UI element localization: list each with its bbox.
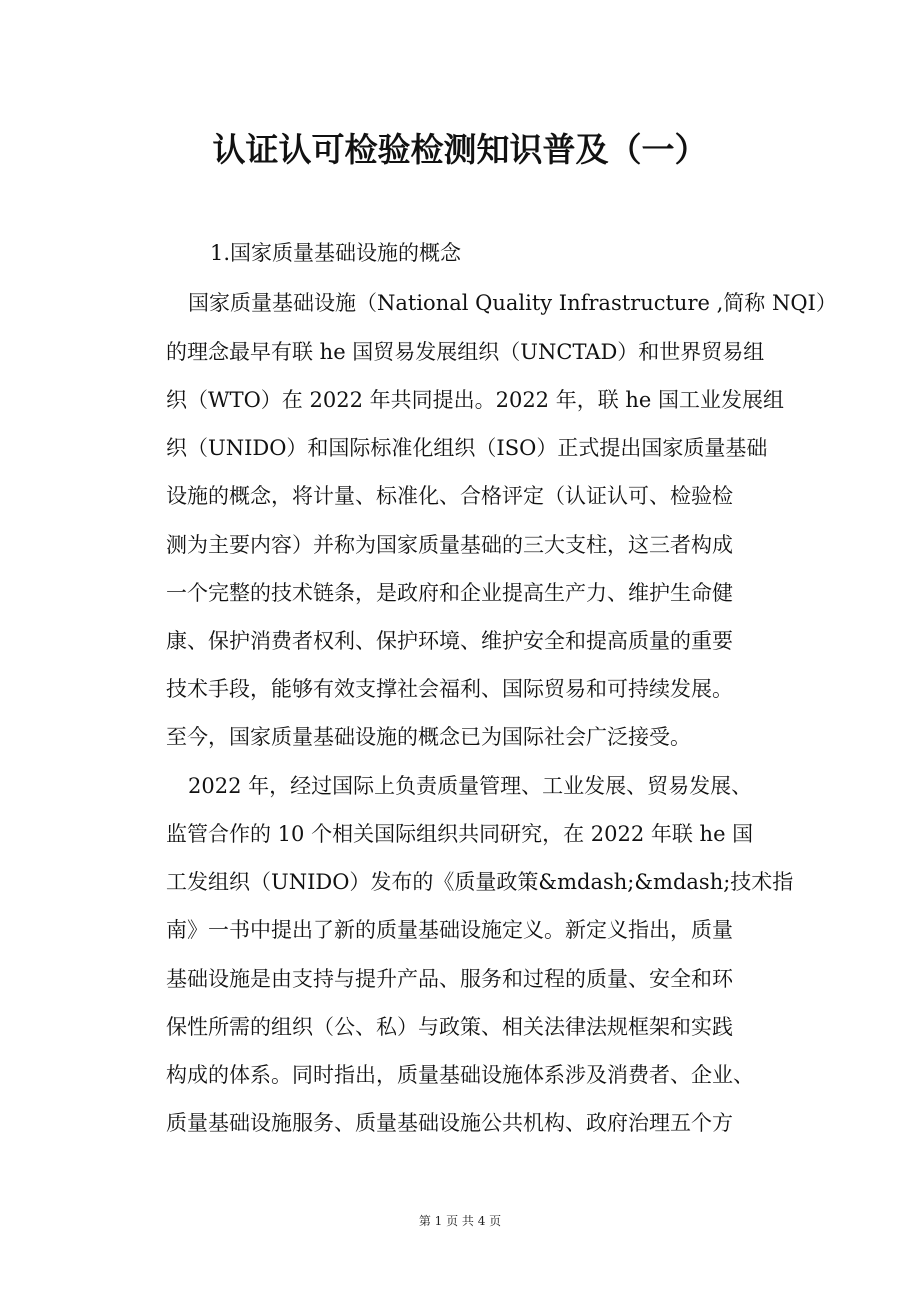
paragraph-line: 康、保护消费者权利、保护环境、维护安全和提高质量的重要 [166, 629, 733, 653]
page-number: 第 1 页 共 4 页 [418, 1214, 502, 1228]
paragraph-line: 质量基础设施服务、质量基础设施公共机构、政府治理五个方 [166, 1111, 733, 1135]
paragraph-line: 测为主要内容）并称为国家质量基础的三大支柱，这三者构成 [166, 533, 733, 557]
paragraph-line: 监管合作的 10 个相关国际组织共同研究，在 2022 年联 he 国 [166, 822, 754, 846]
paragraph-line: 织（WTO）在 2022 年共同提出。2022 年，联 he 国工业发展组 [166, 388, 785, 412]
paragraph-line: 保性所需的组织（公、私）与政策、相关法律法规框架和实践 [166, 1015, 733, 1039]
paragraph-line: 一个完整的技术链条，是政府和企业提高生产力、维护生命健 [166, 581, 733, 605]
paragraph-line: 构成的体系。同时指出，质量基础设施体系涉及消费者、企业、 [166, 1063, 754, 1087]
paragraph-line: 2022 年，经过国际上负责质量管理、工业发展、贸易发展、 [188, 774, 753, 798]
paragraph-line: 至今，国家质量基础设施的概念已为国际社会广泛接受。 [166, 725, 691, 749]
paragraph-line: 工发组织（UNIDO）发布的《质量政策&mdash;&mdash;技术指 [166, 870, 794, 894]
paragraph-line: 技术手段，能够有效支撑社会福利、国际贸易和可持续发展。 [166, 677, 733, 701]
paragraph-line: 织（UNIDO）和国际标准化组织（ISO）正式提出国家质量基础 [166, 436, 768, 460]
paragraph-line: 南》一书中提出了新的质量基础设施定义。新定义指出，质量 [166, 918, 733, 942]
paragraph-line: 的理念最早有联 he 国贸易发展组织（UNCTAD）和世界贸易组 [166, 340, 765, 364]
document-title: 认证认可检验检测知识普及（一） [212, 130, 708, 169]
section-heading: 1.国家质量基础设施的概念 [210, 241, 462, 265]
paragraph-line: 基础设施是由支持与提升产品、服务和过程的质量、安全和环 [166, 967, 733, 991]
paragraph-line: 设施的概念，将计量、标准化、合格评定（认证认可、检验检 [166, 484, 733, 508]
paragraph-line: 国家质量基础设施（National Quality Infrastructure ,简称 NQI） [188, 291, 837, 315]
